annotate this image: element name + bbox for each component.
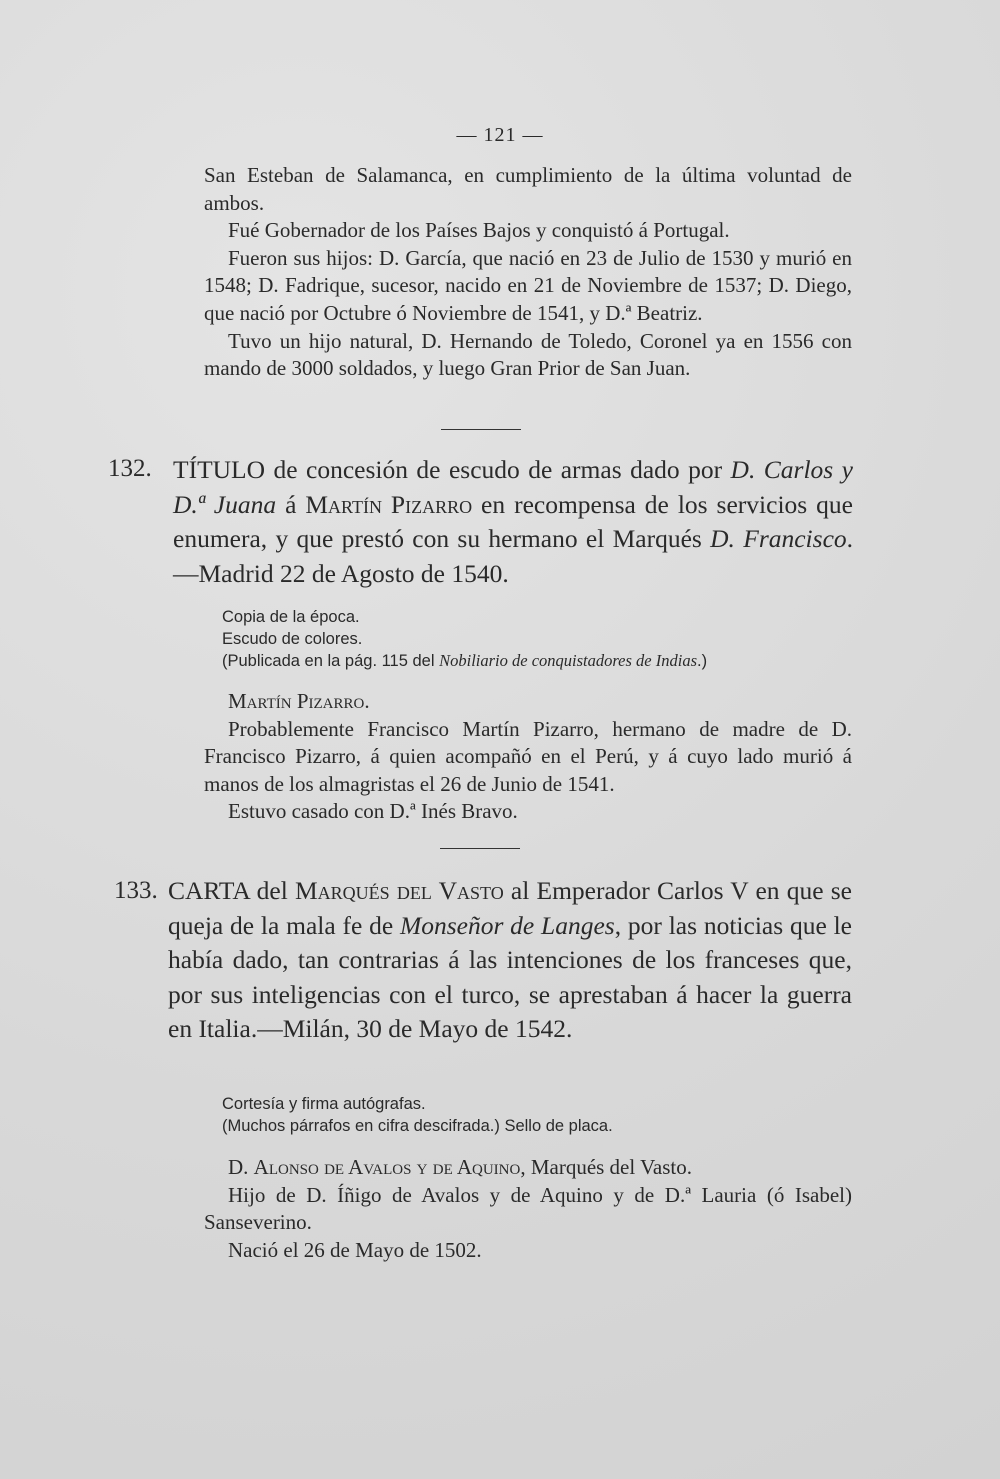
heading-text: en recompensa de los servicios que enumera, y que prestó con su hermano el Marqués xyxy=(173,489,853,553)
intro-text xyxy=(204,162,852,383)
name-text: D. xyxy=(228,1155,254,1179)
page-number: — 121 — xyxy=(456,124,544,146)
section-divider xyxy=(440,848,520,849)
entry-notes xyxy=(222,1094,852,1137)
person-name: Martín Pizarro. xyxy=(228,689,370,713)
intro-paragraph: San Esteban de Salamanca, en cumplimiento de la última voluntad de ambos. xyxy=(204,163,852,215)
note-text: .) xyxy=(697,652,708,670)
heading-person: D. Francisco xyxy=(710,524,847,553)
biography-paragraph: Nació el 26 de Mayo de 1502. xyxy=(228,1237,482,1262)
entry-biography xyxy=(204,688,852,826)
intro-paragraph: Fueron sus hijos: D. García, que nació en 23 de Julio de 1530 y murió en 1548; D. Fadrique, sucesor, nacido en 21 de Noviembre de 1537; D. Diego, que nació por Octubre ó Noviembre de 1541, y D.ª Beatriz. xyxy=(204,245,852,325)
note-text: (Publicada en la pág. 115 del xyxy=(222,652,440,670)
heading-text: al Emperador Carlos V en que se queja de la mala fe de xyxy=(168,876,852,940)
name-smallcaps: Alonso de Avalos y de Aquino xyxy=(253,1155,521,1179)
biography-paragraph: Hijo de D. Íñigo de Avalos y de Aquino y de D.ª Lauria (ó Isabel) Sanseverino. xyxy=(204,1182,852,1235)
intro-paragraph: Tuvo un hijo natural, D. Hernando de Toledo, Coronel ya en 1556 con mando de 3000 soldados, y luego Gran Prior de San Juan. xyxy=(204,328,852,381)
biography-paragraph: Probablemente Francisco Martín Pizarro, hermano de madre de D. Francisco Pizarro, á quien acompañó en el Perú, y á cuyo lado murió á manos de los almagristas el 26 de Junio de 1541. xyxy=(204,716,852,796)
note-line xyxy=(222,650,852,673)
heading-recipient: Martín Pizarro xyxy=(305,489,473,519)
note-line: Escudo de colores. xyxy=(222,629,363,648)
note-book-title: Nobiliario de conquistadores de Indias xyxy=(439,651,697,670)
heading-text: .—Madrid 22 de Agosto de 1540. xyxy=(173,524,854,588)
section-divider xyxy=(441,429,521,430)
heading-text: , por las noticias que le había dado, tan contrarias á las intenciones de los franceses que, por sus inteligencias con el turco, se aprestaban á hacer la guerra en Italia.—Milán, 30 de Mayo de 1542. xyxy=(168,910,852,1043)
person-name xyxy=(204,1154,852,1182)
intro-paragraph: Fué Gobernador de los Países Bajos y conquistó á Portugal. xyxy=(228,218,730,243)
heading-persons: D. Carlos y D.ª Juana xyxy=(173,455,853,519)
note-line: Cortesía y firma autógrafas. xyxy=(222,1095,426,1113)
heading-text: TÍTULO de concesión de escudo de armas dado por xyxy=(173,455,731,484)
heading-text: CARTA del xyxy=(168,876,295,905)
entry-notes xyxy=(222,607,852,673)
name-text: , Marqués del Vasto. xyxy=(520,1155,692,1179)
biography-paragraph: Estuvo casado con D.ª Inés Bravo. xyxy=(228,799,518,824)
entry-number: 133. xyxy=(114,877,158,904)
entry-biography xyxy=(204,1154,852,1264)
heading-person: Monseñor de Langes xyxy=(399,910,615,940)
heading-person: Marqués del Vasto xyxy=(295,876,504,905)
entry-heading xyxy=(173,453,853,591)
note-line: (Muchos párrafos en cifra descifrada.) Sello de placa. xyxy=(222,1116,613,1135)
entry-number: 132. xyxy=(108,455,152,482)
heading-text: á xyxy=(276,489,306,519)
note-line: Copia de la época. xyxy=(222,608,360,626)
entry-heading xyxy=(168,874,852,1047)
